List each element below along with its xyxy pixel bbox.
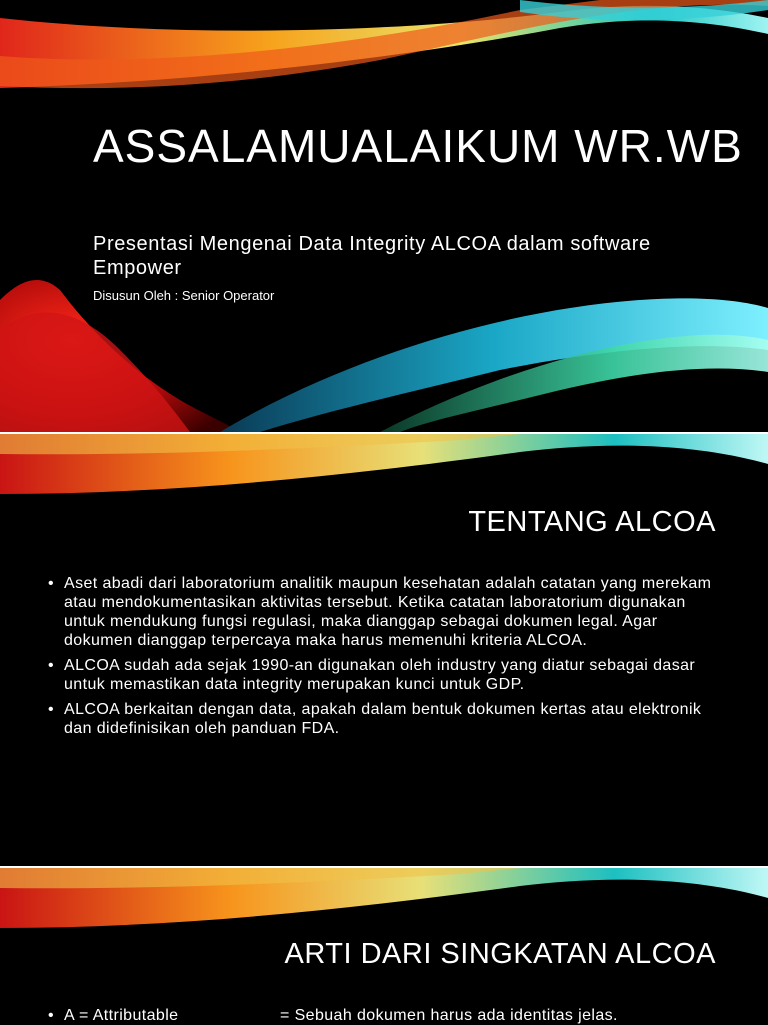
bullet-item: • ALCOA sudah ada sejak 1990-an digunakan oleh industry yang diatur sebagai dasar untuk memastikan data integrity merupakan kunci untuk GDP. xyxy=(44,656,724,694)
slide-3 xyxy=(0,868,768,1024)
swoosh-background xyxy=(0,0,768,432)
bullet-list xyxy=(44,574,724,744)
slide-1 xyxy=(0,0,768,432)
slide-title: ARTI DARI SINGKATAN ALCOA xyxy=(284,938,716,970)
slide-title: TENTANG ALCOA xyxy=(468,506,716,538)
author-line: Disusun Oleh : Senior Operator xyxy=(93,288,275,303)
bullet-item: • ALCOA berkaitan dengan data, apakah dalam bentuk dokumen kertas atau elektronik dan didefinisikan oleh panduan FDA. xyxy=(44,700,724,738)
definition-text: = Sebuah dokumen harus ada identitas jelas. xyxy=(280,1007,618,1024)
slide-title: ASSALAMUALAIKUM WR.WB xyxy=(93,120,743,172)
definition-term: A = Attributable xyxy=(64,1007,179,1024)
slide-subtitle: Presentasi Mengenai Data Integrity ALCOA dalam software Empower xyxy=(93,233,651,279)
bullet-item: • Aset abadi dari laboratorium analitik maupun kesehatan adalah catatan yang merekam atau mendokumentasikan aktivitas tersebut. Ketika catatan laboratorium digunakan untuk mendukung fungsi regulasi, maka dianggap sebagai dokumen legal. Agar dokumen dianggap terpercaya maka harus memenuhi kriteria ALCOA. xyxy=(44,574,724,650)
bullet-marker: • xyxy=(48,1007,55,1024)
